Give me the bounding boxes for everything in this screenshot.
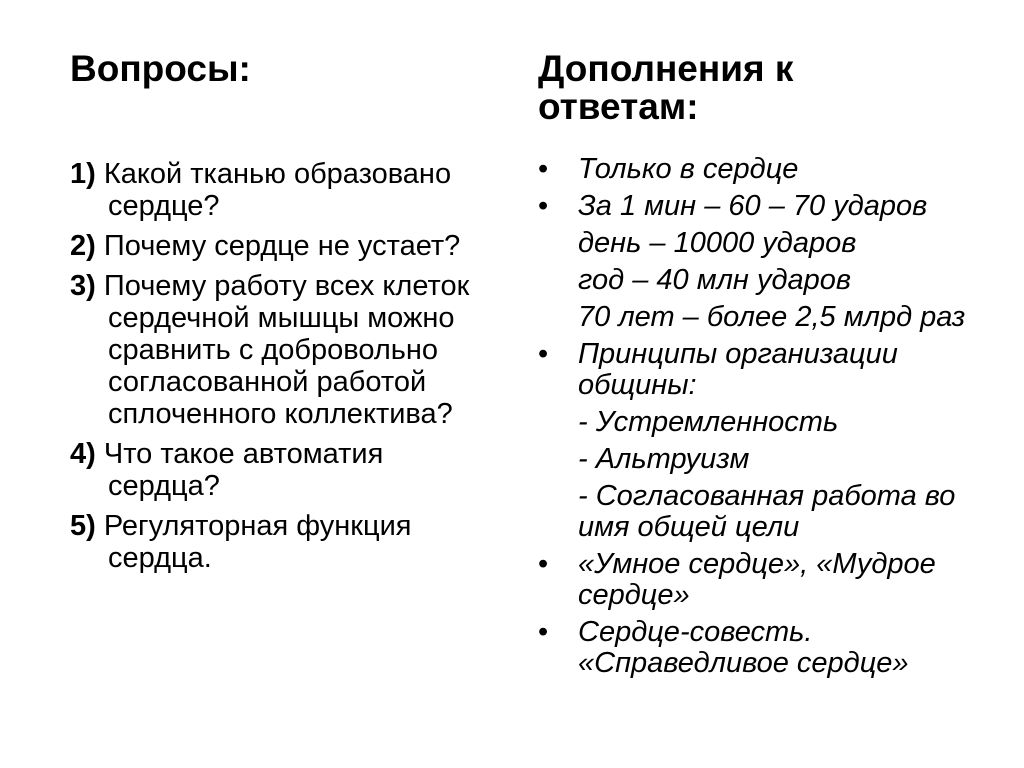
questions-list: [70, 158, 500, 582]
answers-list: [538, 154, 998, 679]
question-number: 4): [70, 438, 96, 470]
answer-text: - Альтруизм: [578, 443, 750, 475]
question-number: 2): [70, 230, 96, 262]
bullet: •: [538, 548, 549, 580]
answer-subline: [538, 265, 998, 296]
answers-heading-text: Дополнения к ответам:: [538, 48, 794, 127]
answer-text: Принципы организации общины:: [578, 338, 898, 401]
answer-text: - Устремленность: [578, 406, 839, 438]
question-item: [70, 230, 500, 262]
question-text: Почему сердце не устает?: [103, 230, 461, 262]
answer-item: [538, 617, 998, 679]
question-item: [70, 270, 500, 430]
answer-text: За 1 мин – 60 – 70 ударов: [578, 190, 928, 222]
questions-heading: Вопросы:: [70, 48, 251, 89]
question-number: 5): [70, 510, 96, 542]
answer-text: год – 40 млн ударов: [578, 264, 851, 296]
answer-subline: [538, 481, 998, 543]
answer-item: [538, 191, 998, 222]
question-number: 1): [70, 158, 96, 190]
answer-subline: [538, 444, 998, 475]
bullet: •: [538, 338, 549, 370]
bullet: •: [538, 616, 549, 648]
answer-item: [538, 339, 998, 401]
question-text: Регуляторная функция сердца.: [103, 510, 412, 574]
answer-text: Сердце-совесть. «Справедливое сердце»: [578, 616, 909, 679]
question-text: Почему работу всех клеток сердечной мышцы можно сравнить с добровольно согласованной работой сплоченного коллектива?: [103, 270, 470, 430]
bullet: •: [538, 153, 549, 185]
question-item: [70, 510, 500, 574]
question-text: Что такое автоматия сердца?: [103, 438, 384, 502]
question-number: 3): [70, 270, 96, 302]
bullet: •: [538, 190, 549, 222]
answers-heading: [538, 50, 838, 125]
answer-text: «Умное сердце», «Мудрое сердце»: [578, 548, 936, 611]
answer-text: Только в сердце: [578, 153, 799, 185]
answer-text: день – 10000 ударов: [578, 227, 857, 259]
question-item: [70, 158, 500, 222]
answer-subline: [538, 407, 998, 438]
answer-item: [538, 549, 998, 611]
answer-item: [538, 154, 998, 185]
answer-text: - Согласованная работа во имя общей цели: [578, 480, 956, 543]
question-text: Какой тканью образовано сердце?: [103, 158, 452, 222]
answer-subline: [538, 302, 998, 333]
answer-text: 70 лет – более 2,5 млрд раз: [578, 301, 966, 333]
answer-subline: [538, 228, 998, 259]
question-item: [70, 438, 500, 502]
